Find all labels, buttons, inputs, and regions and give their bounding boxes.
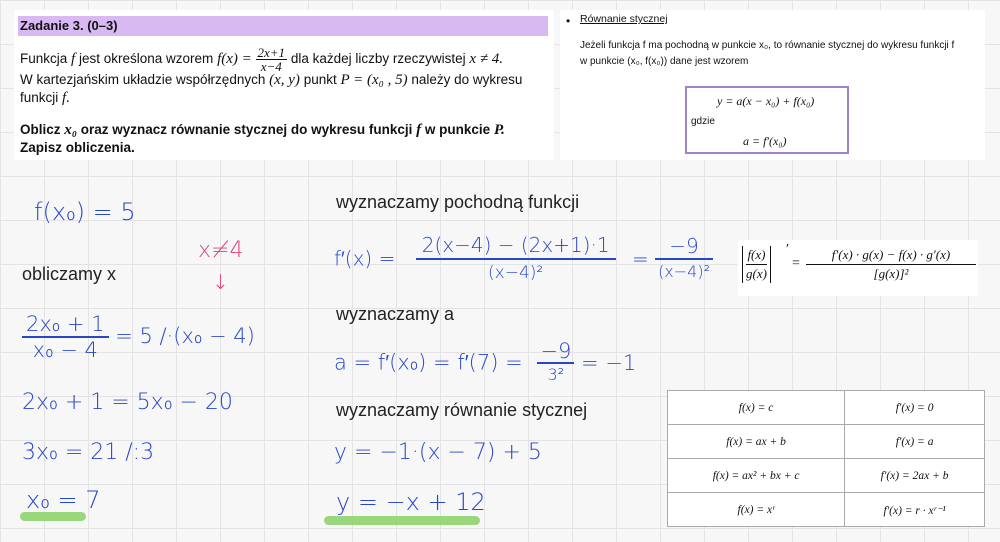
table-row: f(x) = c f′(x) = 0 bbox=[668, 391, 985, 425]
formula-text-2: w punkcie (x₀, f(x₀)) dane jest wzorem bbox=[580, 56, 749, 67]
task-question-1: Oblicz x₀ oraz wyznacz równanie stycznej do wykresu funkcji f w punkcie P. bbox=[20, 122, 505, 138]
answer-highlight-tangent bbox=[324, 516, 480, 525]
quotient-rule: f(x) g(x) ′ = f′(x) · g(x) − f(x) · g′(x) [g(x)]² bbox=[738, 240, 978, 296]
note-fx0: f(x₀) = 5 bbox=[34, 198, 136, 226]
note-step3: 3x₀ = 21 /:3 bbox=[22, 440, 155, 465]
note-tangent-1: y = −1·(x − 7) + 5 bbox=[334, 440, 542, 465]
table-row: f(x) = xʳ f′(x) = r · xʳ⁻¹ bbox=[668, 493, 985, 527]
table-row: f(x) = ax + b f′(x) = a bbox=[668, 425, 985, 459]
note-step4: x₀ = 7 bbox=[26, 486, 101, 514]
formula-title: Równanie stycznej bbox=[580, 13, 668, 25]
table-row: f(x) = ax² + bx + c f′(x) = 2ax + b bbox=[668, 459, 985, 493]
note-obliczamy: obliczamy x bbox=[22, 264, 117, 284]
note-derivative: f′(x) = $\frac{2(x-4) - (2x+1)\cdot 1}{\text{(x−4)²}}$ = −9 (x−4)² bbox=[334, 232, 713, 286]
note-step1: $\frac{\text{2x₀ + 1}}{\text{x₀ − 4}}$ = 5 /·(x₀ − 4) bbox=[22, 312, 255, 362]
bullet-icon: • bbox=[566, 14, 571, 28]
task-line-3: funkcji f. bbox=[20, 90, 70, 106]
note-slope: a = f′(x₀) = f′(7) = −9 3² = −1 bbox=[334, 339, 637, 384]
heading-styczna: wyznaczamy równanie stycznej bbox=[336, 400, 588, 420]
task-line-2: W kartezjańskim układzie współrzędnych (x, y) punkt P = (x₀ , 5) należy do wykresu bbox=[20, 72, 523, 88]
formula-gdzie: gdzie bbox=[691, 116, 715, 127]
derivatives-table bbox=[667, 390, 985, 527]
task-line-1: Funkcja f jest określona wzorem f(x) = $\frac{2x+1}{x-4}$ dla każdej liczby rzeczywistej x ≠ 4. bbox=[20, 45, 504, 74]
note-x-ne-4: x≠4 bbox=[198, 238, 244, 263]
tangent-equation: y = a(x − x₀) + f(x₀) bbox=[717, 94, 815, 108]
heading-pochodna: wyznaczamy pochodną funkcji bbox=[336, 192, 580, 212]
task-heading: Zadanie 3. (0–3) bbox=[18, 16, 548, 36]
task-question-2: Zapisz obliczenia. bbox=[20, 140, 135, 155]
heading-a: wyznaczamy a bbox=[336, 304, 455, 324]
formula-text-1: Jeżeli funkcja f ma pochodną w punkcie x₀, to równanie stycznej do wykresu funkcji f bbox=[580, 40, 955, 51]
formula-box bbox=[685, 86, 849, 154]
task-panel bbox=[14, 10, 554, 160]
tangent-formula-panel bbox=[560, 10, 985, 160]
note-tangent-2: y = −x + 12 bbox=[336, 488, 486, 516]
task-fraction: $\frac{2x+1}{x-4}$ bbox=[257, 45, 286, 74]
slope-equation: a = f′(x₀) bbox=[743, 134, 787, 148]
arrow-down-icon: ↓ bbox=[212, 270, 229, 294]
note-step2: 2x₀ + 1 = 5x₀ − 20 bbox=[22, 390, 233, 415]
